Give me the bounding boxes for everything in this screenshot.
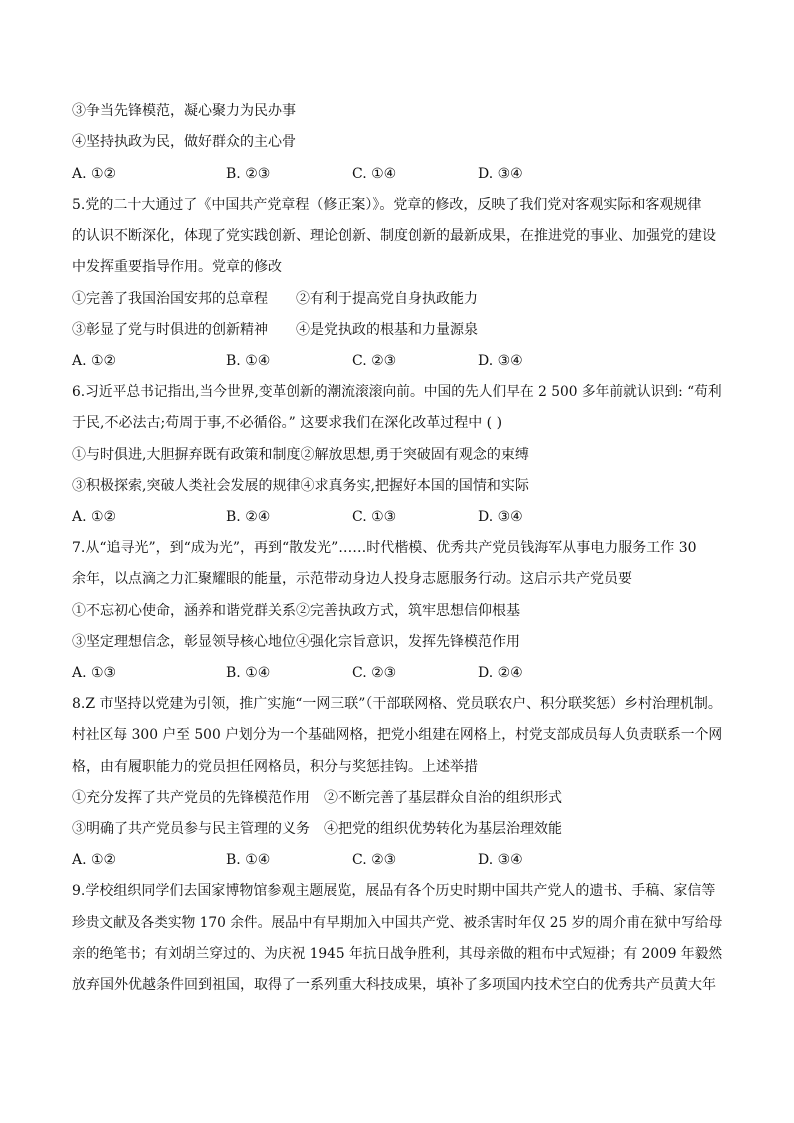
q7-option-b: B. ①④ [226,665,271,681]
q8-option-a: A. ①② [72,852,117,868]
q4-item-4: ④坚持执政为民，做好群众的主心骨 [72,134,296,150]
q7-option-d: D. ②④ [478,665,523,681]
q7-stem-line-2: 余年，以点滴之力汇聚耀眼的能量，示范带动身边人投身志愿服务行动。这启示共产党员要 [72,571,632,587]
q8-stem-line-2: 村社区每 300 户至 500 户划分为一个基础网格，把党小组建在网格上，村党支部成员每人负责联系一个网 [72,727,723,743]
q7-stem-line-1: 7.从“追寻光”，到“成为光”，再到“散发光”……时代楷模、优秀共产党员钱海军从事电力服务工作 30 [72,540,697,556]
q7-option-a: A. ①③ [72,665,117,681]
q8-items-line-1: ①充分发挥了共产党员的先锋模范作用 ②不断完善了基层群众自治的组织形式 [72,790,562,806]
q6-items-line-2: ③积极探索,突破人类社会发展的规律④求真务实,把握好本国的国情和实际 [72,478,529,494]
q8-stem-line-1: 8.Z 市坚持以党建为引领，推广实施“一网三联”（干部联网格、党员联农户、积分联奖惩）乡村治理机制。 [72,696,722,712]
q5-option-c: C. ②③ [352,353,397,369]
q8-option-c: C. ②③ [352,852,397,868]
q5-stem-line-2: 的认识不断深化，体现了党实践创新、理论创新、制度创新的最新成果，在推进党的事业、加强党的建设 [72,228,716,244]
q7-option-c: C. ②③ [352,665,397,681]
q4-option-b: B. ②③ [226,166,271,182]
q6-option-a: A. ①② [72,509,117,525]
q6-stem-line-2: 于民,不必法古;苟周于事,不必循俗。” 这要求我们在深化改革过程中 ( ) [72,415,503,431]
q9-stem-line-2: 珍贵文献及各类实物 170 余件。展品中有早期加入中国共产党、被杀害时年仅 25 岁的周介甫在狱中写给母 [72,915,723,931]
q9-stem-line-4: 放弃国外优越条件回到祖国，取得了一系列重大科技成果，填补了多项国内技术空白的优秀共产员黄大年 [72,977,716,993]
q5-items-line-2: ③彰显了党与时俱进的创新精神 ④是党执政的根基和力量源泉 [72,322,478,338]
q4-item-3: ③争当先锋模范，凝心聚力为民办事 [72,103,296,119]
q8-stem-line-3: 格，由有履职能力的党员担任网格员，积分与奖惩挂钩。上述举措 [72,759,478,775]
q8-option-d: D. ③④ [478,852,523,868]
q6-option-d: D. ③④ [478,509,523,525]
q6-option-b: B. ②④ [226,509,271,525]
q5-stem-line-3: 中发挥重要指导作用。党章的修改 [72,259,282,275]
q8-items-line-2: ③明确了共产党员参与民主管理的义务 ④把党的组织优势转化为基层治理效能 [72,821,562,837]
q5-stem-line-1: 5.党的二十大通过了《中国共产党章程（修正案）》。党章的修改，反映了我们党对客观实际和客观规律 [72,197,702,213]
q5-option-a: A. ①② [72,353,117,369]
q5-items-line-1: ①完善了我国治国安邦的总章程 ②有利于提高党自身执政能力 [72,291,478,307]
q8-option-b: B. ①④ [226,852,271,868]
q6-stem-line-1: 6.习近平总书记指出,当今世界,变革创新的潮流滚滚向前。中国的先人们早在 2 500 多年前就认识到: “苟利 [72,384,722,400]
q7-items-line-1: ①不忘初心使命，涵养和谐党群关系②完善执政方式，筑牢思想信仰根基 [72,603,520,619]
q9-stem-line-3: 亲的绝笔书；有刘胡兰穿过的、为庆祝 1945 年抗日战争胜利，其母亲做的粗布中式短褂；有 2009 年毅然 [72,946,723,962]
q4-option-c: C. ①④ [352,166,397,182]
q5-option-d: D. ③④ [478,353,523,369]
q6-option-c: C. ①③ [352,509,397,525]
q6-items-line-1: ①与时俱进,大胆摒弃既有政策和制度②解放思想,勇于突破固有观念的束缚 [72,447,529,463]
q9-stem-line-1: 9.学校组织同学们去国家博物馆参观主题展览，展品有各个历史时期中国共产党人的遗书、手稿、家信等 [72,883,716,899]
q4-option-d: D. ③④ [478,166,523,182]
q4-option-a: A. ①② [72,166,117,182]
q5-option-b: B. ①④ [226,353,271,369]
q7-items-line-2: ③坚定理想信念，彰显领导核心地位④强化宗旨意识，发挥先锋模范作用 [72,634,520,650]
